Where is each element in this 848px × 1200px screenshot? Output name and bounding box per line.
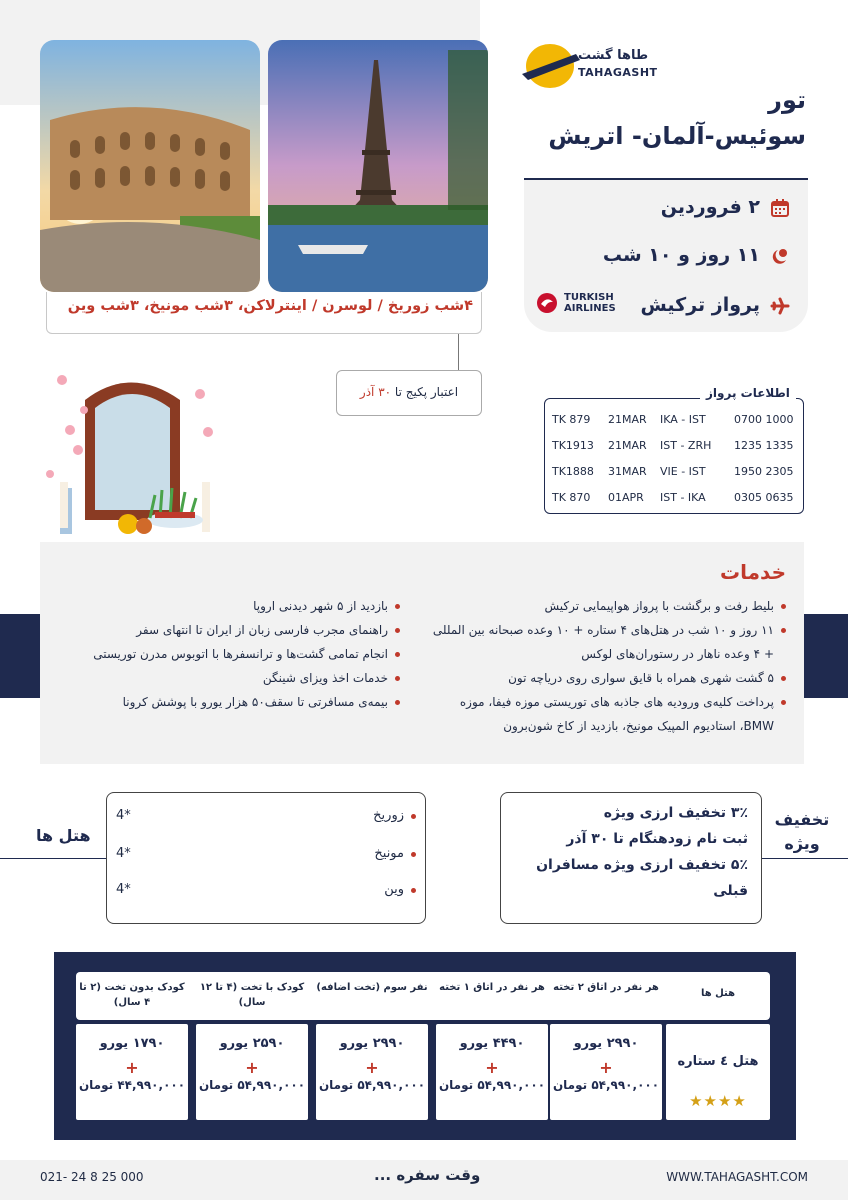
price-euro: ۲۹۹۰ یورو <box>573 1036 639 1051</box>
turkish-airlines-icon <box>536 292 558 314</box>
hotel-stars: 4* <box>116 808 131 823</box>
itinerary-text: ۴شب زوریخ / لوسرن / اینترلاکن، ۳شب مونیخ، ۳شب وین <box>67 298 473 314</box>
price-toman: ۵۴,۹۹۰,۰۰۰ تومان <box>318 1078 426 1092</box>
tour-label: تور <box>768 86 806 114</box>
flight-date: 21MAR <box>608 439 647 452</box>
service-item: خدمات اخذ ویزای شینگن <box>70 666 400 690</box>
plus-icon: + <box>125 1058 139 1077</box>
nowruz-mirror-illustration <box>40 370 220 540</box>
service-item: انجام تمامی گشت‌ها و ترانسفرها با اتوبوس مدرن توریستی <box>70 642 400 666</box>
connector-line <box>458 334 459 370</box>
validity-box <box>336 370 482 416</box>
service-item: پرداخت کلیه‌ی ورودیه های جاذبه های توریستی موزه فیفا، موزه BMW، استادیوم المپیک مونیخ، بازدید از کاخ شون‌برون <box>426 690 786 738</box>
decor-band <box>0 614 40 698</box>
tour-title <box>548 82 806 154</box>
hotel-stars: 4* <box>116 846 131 861</box>
flight-route: VIE - IST <box>660 465 706 478</box>
tour-flight: پرواز ترکیش <box>640 294 760 316</box>
hotel-city: زوریخ <box>373 808 416 823</box>
turkish-airlines-logo <box>536 292 616 314</box>
header-double-room: هر نفر در اتاق ۲ تخته <box>553 982 659 993</box>
header-hotel: هتل ها <box>700 988 736 999</box>
eiffel-tower-photo <box>268 40 488 292</box>
discount-line: ۵٪ تخفیف ارزی ویژه مسافران قبلی <box>536 857 748 899</box>
hotel-city: وین <box>384 882 416 897</box>
discount-text <box>508 800 748 904</box>
plus-icon: + <box>485 1058 499 1077</box>
star-rating-icon: ★★★★ <box>689 1092 747 1110</box>
service-item: بازدید از ۵ شهر دیدنی اروپا <box>70 594 400 618</box>
services-title: خدمات <box>720 560 786 584</box>
discount-line: ۳٪ تخفیف ارزی ویژه <box>603 805 748 821</box>
price-euro: ۴۴۹۰ یورو <box>459 1036 525 1051</box>
flight-row <box>552 465 798 478</box>
price-euro: ۱۷۹۰ یورو <box>99 1036 165 1051</box>
header-single-room: هر نفر در اتاق ۱ تخته <box>439 982 545 993</box>
flight-time: 0305 0635 <box>734 491 794 504</box>
flight-route: IKA - IST <box>660 413 706 426</box>
footer-website[interactable]: WWW.TAHAGASHT.COM <box>666 1170 808 1184</box>
discount-divider <box>762 858 848 859</box>
validity-text: اعتبار پکیج تا <box>391 385 459 399</box>
service-item: ۵ گشت شهری همراه با قایق سواری روی دریاچه تون <box>426 666 786 690</box>
hotel-stars: 4* <box>116 882 131 897</box>
hotels-divider <box>0 858 106 859</box>
service-item: راهنمای مجرب فارسی زبان از ایران تا انتهای سفر <box>70 618 400 642</box>
price-child-nobed <box>76 1024 188 1120</box>
price-double-room <box>550 1024 662 1120</box>
decor-band <box>804 614 848 698</box>
flight-route: IST - ZRH <box>660 439 712 452</box>
header-child-nobed: کودک بدون تخت (۲ تا ۴ سال) <box>79 982 185 1008</box>
price-euro: ۲۹۹۰ یورو <box>339 1036 405 1051</box>
brand-name-en: TAHAGASHT <box>578 66 658 79</box>
plus-icon: + <box>245 1058 259 1077</box>
flight-route: IST - IKA <box>660 491 706 504</box>
price-toman: ۵۴,۹۹۰,۰۰۰ تومان <box>198 1078 306 1092</box>
service-item: بیمه‌ی مسافرتی تا سقف۵۰ هزار یورو با پوشش کرونا <box>70 690 400 714</box>
calendar-icon <box>770 198 790 218</box>
flight-time: 1950 2305 <box>734 465 794 478</box>
airline-name-line1: TURKISH <box>564 292 614 303</box>
airplane-icon <box>770 296 790 316</box>
flight-row <box>552 439 798 452</box>
service-item: ۱۱ روز و ۱۰ شب در هتل‌های ۴ ستاره + ۱۰ وعده صبحانه بین المللی + ۴ وعده ناهار در رستوران‌های لوکس <box>426 618 786 666</box>
price-third-person <box>316 1024 428 1120</box>
price-single-room <box>436 1024 548 1120</box>
discount-label: تخفیف ویژه <box>774 810 830 853</box>
tour-duration: ۱۱ روز و ۱۰ شب <box>602 244 760 266</box>
tour-date: ۲ فروردین <box>660 196 760 218</box>
price-euro: ۲۵۹۰ یورو <box>219 1036 285 1051</box>
hotel-category: هتل ٤ ستاره <box>677 1054 759 1069</box>
flight-time: 0700 1000 <box>734 413 794 426</box>
flight-code: TK1888 <box>552 465 594 478</box>
price-child-bed <box>196 1024 308 1120</box>
colosseum-photo <box>40 40 260 292</box>
plus-icon: + <box>599 1058 613 1077</box>
flight-code: TK 879 <box>552 413 591 426</box>
hotels-label: هتل ها <box>36 826 91 845</box>
services-list-left <box>70 594 400 714</box>
price-toman: ۴۴,۹۹۰,۰۰۰ تومان <box>78 1078 186 1092</box>
discount-line: ثبت نام زودهنگام تا ۳۰ آذر <box>566 831 748 847</box>
tour-destinations: سوئیس-آلمان- اتریش <box>548 122 806 150</box>
price-hotel-cell <box>666 1024 770 1120</box>
flight-row <box>552 491 798 504</box>
services-list-right <box>426 594 786 738</box>
footer-phone[interactable]: 021- 24 8 25 000 <box>40 1170 144 1184</box>
flight-info-title: اطلاعات پرواز <box>700 386 796 400</box>
flight-date: 01APR <box>608 491 644 504</box>
flight-time: 1235 1335 <box>734 439 794 452</box>
plus-icon: + <box>365 1058 379 1077</box>
brand-name-fa: طاها گشت <box>578 48 649 63</box>
airline-name-line2: AIRLINES <box>564 303 616 314</box>
footer-slogan: وقت سفره ... <box>374 1166 481 1184</box>
validity-date: ۳۰ آذر <box>359 385 392 399</box>
header-third-person: نفر سوم (تخت اضافه) <box>316 982 428 993</box>
flight-code: TK1913 <box>552 439 594 452</box>
flight-code: TK 870 <box>552 491 591 504</box>
price-toman: ۵۴,۹۹۰,۰۰۰ تومان <box>552 1078 660 1092</box>
moon-sun-icon <box>770 246 790 266</box>
header-child-bed: کودک با تخت (۴ تا ۱۲ سال) <box>199 982 305 1008</box>
flight-date: 31MAR <box>608 465 647 478</box>
itinerary-box <box>46 292 482 334</box>
price-toman: ۵۴,۹۹۰,۰۰۰ تومان <box>438 1078 546 1092</box>
service-item: بلیط رفت و برگشت با پرواز هواپیمایی ترکیش <box>426 594 786 618</box>
flight-date: 21MAR <box>608 413 647 426</box>
flight-row <box>552 413 798 426</box>
hotel-city: مونیخ <box>374 846 416 861</box>
